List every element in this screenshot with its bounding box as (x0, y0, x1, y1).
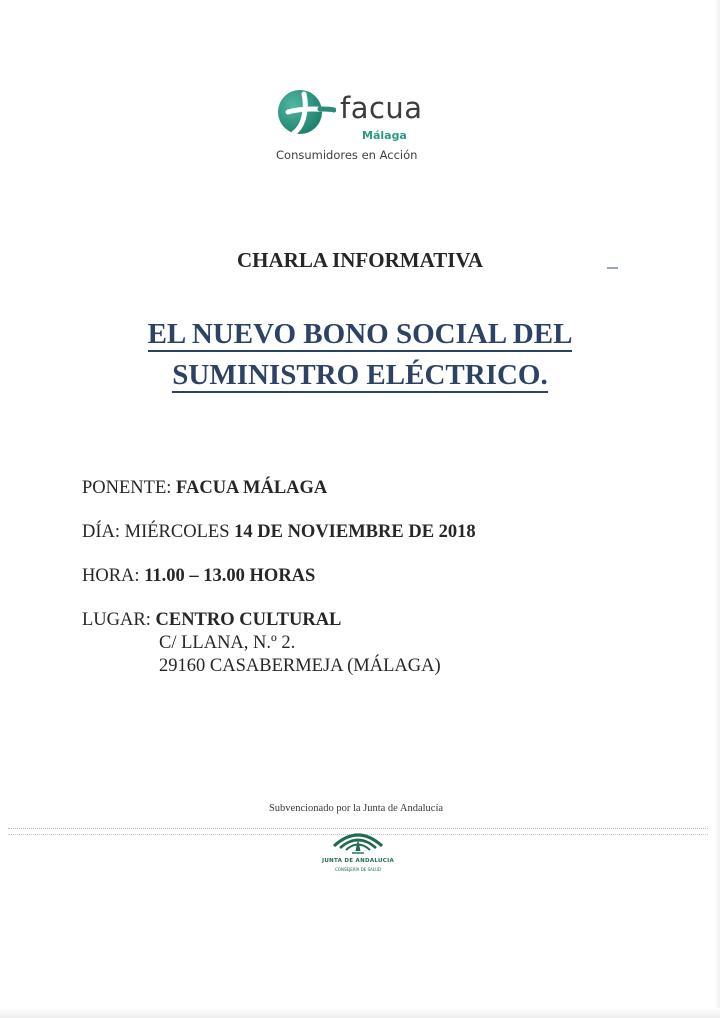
date-row (82, 522, 476, 543)
speaker-value: FACUA MÁLAGA (176, 478, 328, 498)
junta-department: CONSEJERÍA DE SALUD (335, 867, 381, 872)
brand-city: Málaga (362, 129, 407, 142)
facua-plus-icon (276, 88, 336, 136)
speaker-row (82, 478, 327, 499)
subsidy-note: Subvencionado por la Junta de Andalucía (268, 803, 444, 814)
junta-name: JUNTA DE ANDALUCIA (321, 858, 395, 864)
facua-logo (276, 88, 446, 168)
talk-type-heading: CHARLA INFORMATIVA (237, 248, 483, 272)
place-label: LUGAR: (82, 610, 151, 630)
talk-title-line-2: SUMINISTRO ELÉCTRICO. (172, 359, 548, 391)
time-value: 11.00 – 13.00 HORAS (144, 566, 316, 586)
time-label: HORA: (82, 566, 140, 586)
place-row (82, 610, 341, 631)
page-edge-shadow (714, 0, 720, 1018)
junta-andalucia-logo (318, 826, 398, 878)
place-value: CENTRO CULTURAL (155, 610, 342, 630)
date-label: DÍA: MIÉRCOLES (82, 522, 230, 542)
time-row (82, 566, 315, 587)
talk-title-line-1: EL NUEVO BONO SOCIAL DEL (147, 318, 573, 350)
speaker-label: PONENTE: (82, 478, 172, 498)
scan-mark (607, 267, 618, 269)
date-value: 14 DE NOVIEMBRE DE 2018 (234, 522, 476, 542)
address-line-1: C/ LLANA, N.º 2. (159, 633, 296, 653)
brand-name: facua (340, 91, 423, 125)
page-bottom-shadow (0, 1008, 720, 1018)
junta-emblem-icon (318, 826, 398, 858)
address-line-2: 29160 CASABERMEJA (MÁLAGA) (159, 656, 441, 676)
talk-title (0, 316, 720, 398)
brand-tagline: Consumidores en Acción (276, 148, 418, 162)
